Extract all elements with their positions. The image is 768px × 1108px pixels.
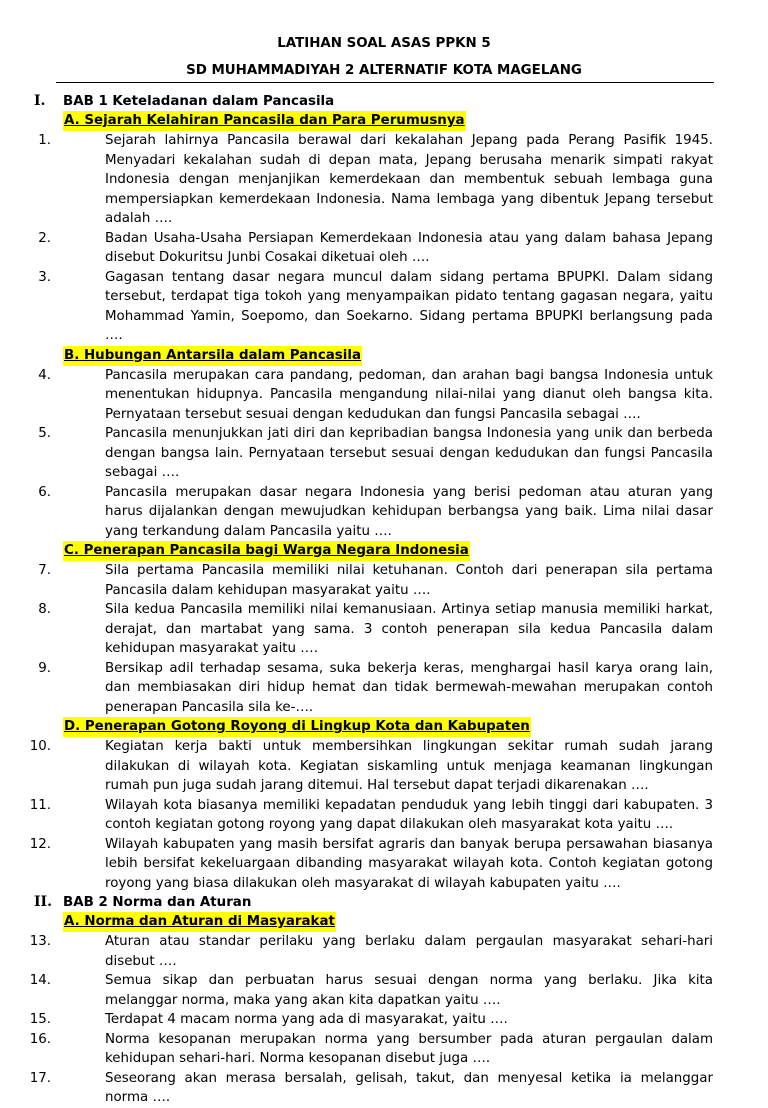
- question-text: Seseorang akan merasa bersalah, gelisah, takut, dan menyesal ketika ia melanggar norma ….: [105, 1070, 713, 1105]
- question-text: Sila pertama Pancasila memiliki nilai ketuhanan. Contoh dari penerapan sila pertama Pancasila dalam kehidupan masyarakat yaitu ….: [105, 563, 713, 598]
- question-item: [0, 424, 713, 483]
- section-heading: [0, 717, 768, 737]
- question-item: [0, 131, 713, 229]
- question-group: [0, 737, 768, 893]
- document-title: LATIHAN SOAL ASAS PPKN 5: [277, 36, 491, 51]
- chapter-number: I.: [34, 93, 46, 109]
- question-number: 4.: [38, 367, 51, 383]
- question-text: Semua sikap dan perbuatan harus sesuai dengan norma yang berlaku. Jika kita melanggar norma, maka yang akan kita dapatkan yaitu ….: [105, 973, 713, 1008]
- question-item: [0, 835, 713, 894]
- question-item: [0, 1069, 713, 1108]
- question-number: 3.: [38, 269, 51, 285]
- question-text: Norma kesopanan merupakan norma yang bersumber pada aturan pergaulan dalam kehidupan sehari-hari. Norma kesopanan disebut juga ….: [105, 1031, 713, 1066]
- question-number: 2.: [38, 230, 51, 246]
- section-heading: [0, 111, 768, 131]
- question-text: Sila kedua Pancasila memiliki nilai kemanusiaan. Artinya setiap manusia memiliki harkat, derajat, dan martabat yang sama. 3 contoh penerapan sila kedua Pancasila dalam kehidupan masyarakat yaitu ….: [105, 602, 713, 656]
- chapter-title: BAB 1 Keteladanan dalam Pancasila: [63, 94, 335, 109]
- question-text: Terdapat 4 macam norma yang ada di masyarakat, yaitu ….: [105, 1012, 508, 1027]
- question-text: Gagasan tentang dasar negara muncul dalam sidang pertama BPUPKI. Dalam sidang tersebut, terdapat tiga tokoh yang menyampaikan pidato tentang gagasan negara, yaitu Mohammad Yamin, Soepomo, dan Soekarno. Sidang pertama BPUPKI berlangsung pada ….: [105, 269, 713, 343]
- question-text: Kegiatan kerja bakti untuk membersihkan lingkungan sekitar rumah sudah jarang dilakukan di wilayah kota. Kegiatan siskamling untuk menjaga keamanan lingkungan rumah pun juga sudah jarang ditemui. Hal tersebut dapat terjadi dikarenakan ….: [105, 739, 713, 793]
- section-title: B. Hubungan Antarsila dalam Pancasila: [63, 346, 362, 366]
- question-item: [0, 229, 713, 268]
- section-heading: [0, 346, 768, 366]
- question-item: [0, 737, 713, 796]
- question-list: [0, 92, 768, 1108]
- question-number: 16.: [29, 1031, 51, 1047]
- question-text: Bersikap adil terhadap sesama, suka bekerja keras, menghargai hasil karya orang lain, dan membiasakan diri hidup hemat dan tidak bermewah-mewahan merupakan contoh penerapan Pancasila sila ke-….: [105, 660, 713, 715]
- question-number: 17.: [29, 1070, 51, 1086]
- question-number: 12.: [29, 836, 51, 852]
- section-heading: [0, 912, 768, 932]
- question-item: [0, 1010, 713, 1030]
- question-number: 13.: [29, 934, 51, 949]
- question-group: [0, 932, 768, 1108]
- question-number: 1.: [38, 133, 51, 148]
- question-number: 10.: [29, 739, 51, 754]
- question-item: [0, 366, 713, 425]
- question-item: [0, 796, 713, 835]
- section-title: A. Norma dan Aturan di Masyarakat: [63, 912, 336, 932]
- chapter-number: II.: [34, 894, 52, 910]
- question-item: [0, 483, 713, 542]
- question-number: 5.: [38, 426, 51, 441]
- question-group: [0, 366, 768, 542]
- question-number: 8.: [38, 602, 51, 617]
- chapter-title: BAB 2 Norma dan Aturan: [63, 895, 252, 910]
- question-text: Badan Usaha-Usaha Persiapan Kemerdekaan Indonesia atau yang dalam bahasa Jepang disebut Dokuritsu Junbi Cosakai diketuai oleh ….: [105, 230, 713, 265]
- question-item: [0, 971, 713, 1010]
- question-number: 15.: [29, 1012, 51, 1027]
- question-text: Pancasila merupakan cara pandang, pedoman, dan arahan bagi bangsa Indonesia untuk menentukan hidupnya. Pancasila mengandung nilai-nilai yang dianut oleh bangsa kita. Pernyataan tersebut sesuai dengan kedudukan dan fungsi Pancasila sebagai ….: [105, 367, 713, 422]
- question-group: [0, 131, 768, 346]
- question-number: 14.: [29, 973, 51, 988]
- question-text: Aturan atau standar perilaku yang berlaku dalam pergaulan masyarakat sehari-hari disebut ….: [105, 934, 713, 969]
- school-name: SD MUHAMMADIYAH 2 ALTERNATIF KOTA MAGELANG: [186, 63, 582, 78]
- question-text: Wilayah kota biasanya memiliki kepadatan penduduk yang lebih tinggi dari kabupaten. 3 contoh kegiatan gotong royong yang dapat dilakukan oleh masyarakat kota yaitu ….: [105, 797, 713, 832]
- question-item: [0, 1030, 713, 1069]
- question-item: [0, 268, 713, 346]
- header-divider: [56, 82, 714, 83]
- question-number: 7.: [38, 563, 51, 578]
- question-text: Pancasila menunjukkan jati diri dan kepribadian bangsa Indonesia yang unik dan berbeda dengan bangsa lain. Pernyataan tersebut sesuai dengan kedudukan dan fungsi Pancasila sebagai ….: [105, 426, 713, 480]
- chapter-heading: [0, 92, 768, 111]
- section-title: C. Penerapan Pancasila bagi Warga Negara Indonesia: [63, 541, 470, 561]
- question-group: [0, 561, 768, 717]
- question-number: 11.: [29, 797, 51, 813]
- question-item: [0, 659, 713, 718]
- question-item: [0, 561, 713, 600]
- question-text: Wilayah kabupaten yang masih bersifat agraris dan banyak berupa persawahan biasanya lebih bersifat kekeluargaan dibanding masyarakat wilayah kota. Contoh kegiatan gotong royong yang biasa dilakukan oleh masyarakat di wilayah kabupaten yaitu ….: [105, 836, 713, 891]
- question-number: 9.: [38, 660, 51, 676]
- section-title: D. Penerapan Gotong Royong di Lingkup Kota dan Kabupaten: [63, 717, 531, 737]
- chapter-heading: [0, 893, 768, 912]
- question-item: [0, 600, 713, 659]
- section-heading: [0, 541, 768, 561]
- question-number: 6.: [38, 484, 51, 500]
- section-title: A. Sejarah Kelahiran Pancasila dan Para Perumusnya: [63, 111, 466, 131]
- question-text: Sejarah lahirnya Pancasila berawal dari kekalahan Jepang pada Perang Pasifik 1945. Menyadari kekalahan sudah di depan mata, Jepang berusaha menarik simpati rakyat Indonesia dengan menjanjikan kemerdekaan dan membentuk sebuah lembaga guna mempersiapkan kemerdekaan Indonesia. Nama lembaga yang dibentuk Jepang tersebut adalah ….: [105, 133, 713, 226]
- question-item: [0, 932, 713, 971]
- question-text: Pancasila merupakan dasar negara Indonesia yang berisi pedoman atau aturan yang harus dijalankan dengan mewujudkan kehidupan berbangsa yang baik. Lima nilai dasar yang terkandung dalam Pancasila yaitu ….: [105, 484, 713, 539]
